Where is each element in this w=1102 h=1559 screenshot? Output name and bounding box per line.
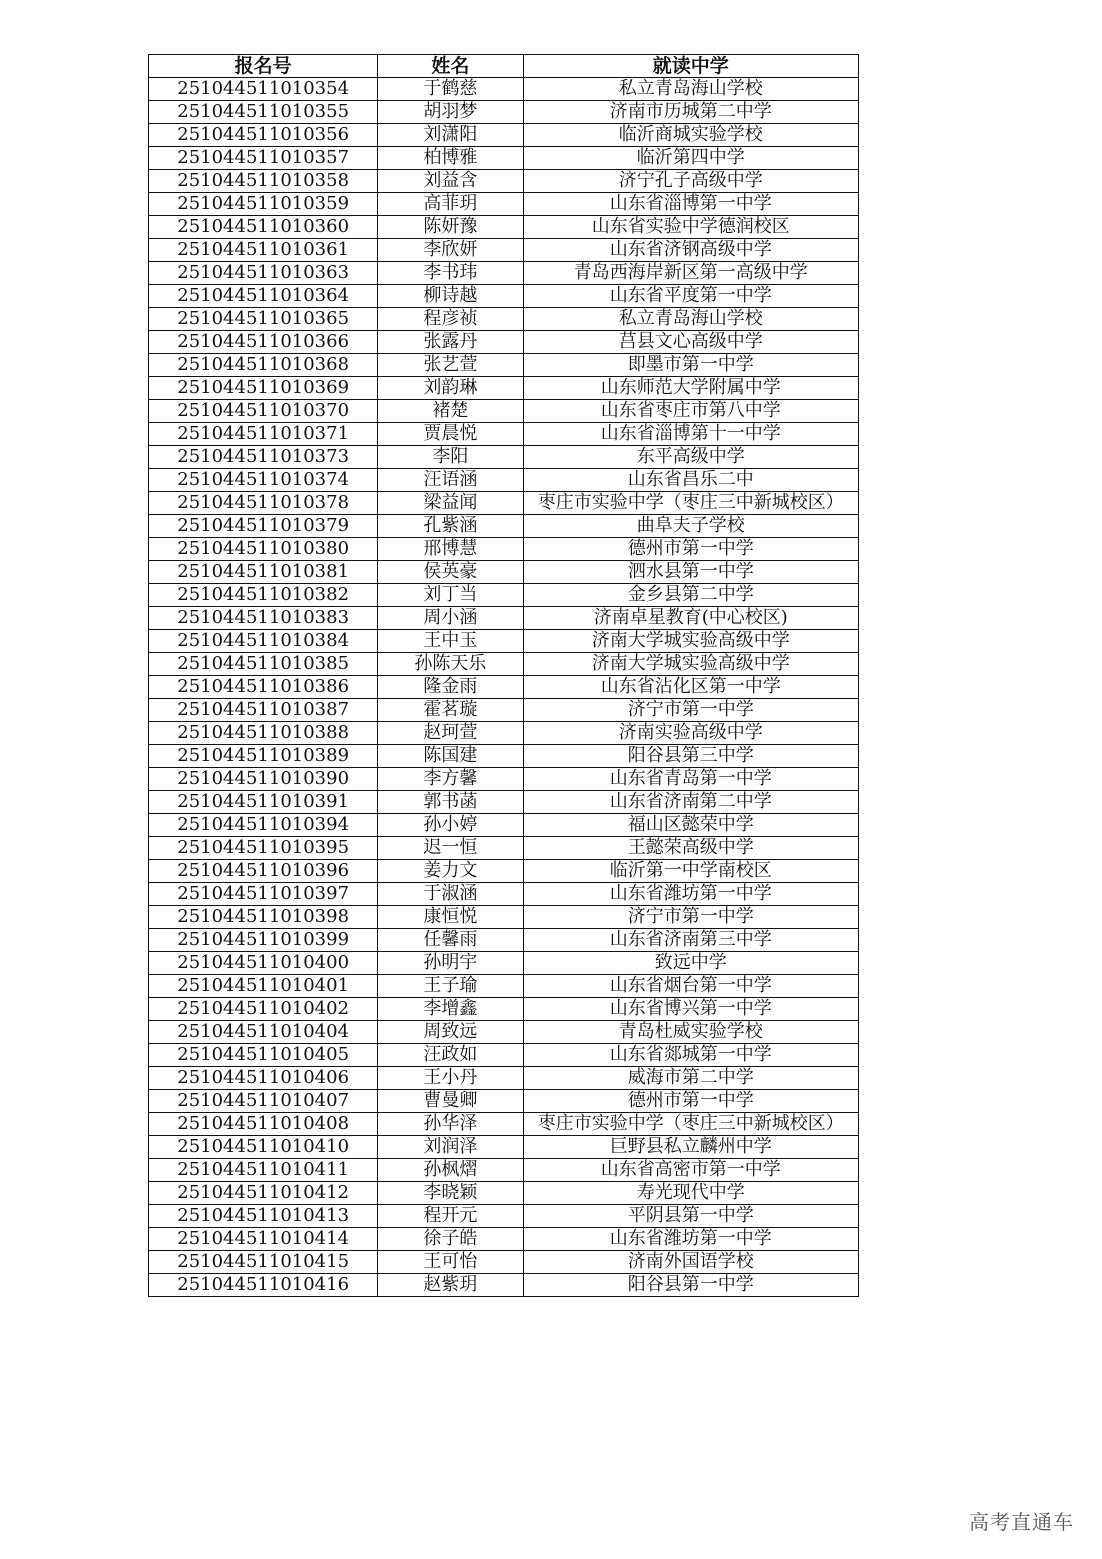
cell-id: 251044511010410 <box>149 1136 378 1159</box>
cell-school: 山东省高密市第一中学 <box>523 1159 858 1182</box>
watermark: 高考直通车 <box>969 1510 1074 1534</box>
table-row <box>149 515 859 538</box>
cell-school: 山东省淄博第十一中学 <box>523 423 858 446</box>
cell-school: 莒县文心高级中学 <box>523 331 858 354</box>
cell-id: 251044511010357 <box>149 147 378 170</box>
cell-school: 王懿荣高级中学 <box>523 837 858 860</box>
cell-id: 251044511010414 <box>149 1228 378 1251</box>
cell-school: 青岛杜威实验学校 <box>523 1021 858 1044</box>
cell-name: 侯英豪 <box>378 561 523 584</box>
cell-school: 山东省潍坊第一中学 <box>523 883 858 906</box>
cell-school: 德州市第一中学 <box>523 538 858 561</box>
table-row <box>149 745 859 768</box>
cell-name: 程彦祯 <box>378 308 523 331</box>
cell-school: 即墨市第一中学 <box>523 354 858 377</box>
cell-id: 251044511010384 <box>149 630 378 653</box>
cell-name: 隆金雨 <box>378 676 523 699</box>
cell-name: 汪政如 <box>378 1044 523 1067</box>
cell-school: 枣庄市实验中学（枣庄三中新城校区） <box>523 492 858 515</box>
cell-name: 李书玮 <box>378 262 523 285</box>
cell-name: 张艺萱 <box>378 354 523 377</box>
cell-name: 王可怡 <box>378 1251 523 1274</box>
table-row <box>149 285 859 308</box>
cell-school: 山东省济南第二中学 <box>523 791 858 814</box>
cell-name: 郭书菡 <box>378 791 523 814</box>
cell-school: 济南实验高级中学 <box>523 722 858 745</box>
table-row <box>149 998 859 1021</box>
table-row <box>149 630 859 653</box>
cell-id: 251044511010385 <box>149 653 378 676</box>
cell-name: 刘丁当 <box>378 584 523 607</box>
cell-name: 刘潇阳 <box>378 124 523 147</box>
table-row <box>149 975 859 998</box>
roster-table <box>148 54 859 1297</box>
cell-name: 孙小婷 <box>378 814 523 837</box>
cell-id: 251044511010413 <box>149 1205 378 1228</box>
cell-name: 柳诗越 <box>378 285 523 308</box>
cell-id: 251044511010388 <box>149 722 378 745</box>
cell-id: 251044511010405 <box>149 1044 378 1067</box>
cell-name: 刘润泽 <box>378 1136 523 1159</box>
cell-name: 赵紫玥 <box>378 1274 523 1297</box>
cell-school: 山东省平度第一中学 <box>523 285 858 308</box>
table-row <box>149 147 859 170</box>
table-row <box>149 1136 859 1159</box>
table-row <box>149 837 859 860</box>
cell-id: 251044511010402 <box>149 998 378 1021</box>
table-row <box>149 354 859 377</box>
cell-name: 李晓颖 <box>378 1182 523 1205</box>
cell-school: 青岛西海岸新区第一高级中学 <box>523 262 858 285</box>
cell-id: 251044511010382 <box>149 584 378 607</box>
cell-school: 山东省潍坊第一中学 <box>523 1228 858 1251</box>
cell-school: 山东省沾化区第一中学 <box>523 676 858 699</box>
table-row <box>149 653 859 676</box>
cell-id: 251044511010355 <box>149 101 378 124</box>
cell-school: 济南大学城实验高级中学 <box>523 630 858 653</box>
table-row <box>149 216 859 239</box>
cell-id: 251044511010381 <box>149 561 378 584</box>
cell-id: 251044511010400 <box>149 952 378 975</box>
cell-school: 济南外国语学校 <box>523 1251 858 1274</box>
cell-school: 济宁市第一中学 <box>523 699 858 722</box>
cell-id: 251044511010386 <box>149 676 378 699</box>
table-row <box>149 1021 859 1044</box>
table-row <box>149 1159 859 1182</box>
table-row <box>149 492 859 515</box>
table-row <box>149 1205 859 1228</box>
cell-id: 251044511010387 <box>149 699 378 722</box>
header-name: 姓名 <box>378 55 523 78</box>
cell-school: 山东省郯城第一中学 <box>523 1044 858 1067</box>
cell-name: 孙华泽 <box>378 1113 523 1136</box>
cell-id: 251044511010411 <box>149 1159 378 1182</box>
table-row <box>149 791 859 814</box>
cell-school: 山东省淄博第一中学 <box>523 193 858 216</box>
cell-name: 孔紫涵 <box>378 515 523 538</box>
header-row <box>149 55 859 78</box>
cell-name: 孙明宇 <box>378 952 523 975</box>
cell-name: 陈妍豫 <box>378 216 523 239</box>
cell-school: 金乡县第二中学 <box>523 584 858 607</box>
cell-id: 251044511010415 <box>149 1251 378 1274</box>
cell-name: 邢博慧 <box>378 538 523 561</box>
table-row <box>149 193 859 216</box>
cell-id: 251044511010378 <box>149 492 378 515</box>
table-row <box>149 929 859 952</box>
cell-name: 李阳 <box>378 446 523 469</box>
table-row <box>149 1067 859 1090</box>
cell-id: 251044511010383 <box>149 607 378 630</box>
cell-id: 251044511010395 <box>149 837 378 860</box>
cell-name: 赵珂萱 <box>378 722 523 745</box>
table-row <box>149 1182 859 1205</box>
roster-body <box>149 78 859 1297</box>
table-row <box>149 124 859 147</box>
table-row <box>149 607 859 630</box>
cell-name: 李欣妍 <box>378 239 523 262</box>
cell-school: 阳谷县第三中学 <box>523 745 858 768</box>
cell-school: 济宁市第一中学 <box>523 906 858 929</box>
cell-school: 山东师范大学附属中学 <box>523 377 858 400</box>
cell-id: 251044511010369 <box>149 377 378 400</box>
table-row <box>149 952 859 975</box>
cell-name: 李方馨 <box>378 768 523 791</box>
cell-school: 致远中学 <box>523 952 858 975</box>
cell-school: 临沂第四中学 <box>523 147 858 170</box>
cell-school: 济南大学城实验高级中学 <box>523 653 858 676</box>
cell-name: 张露丹 <box>378 331 523 354</box>
cell-name: 梁益闻 <box>378 492 523 515</box>
table-row <box>149 1090 859 1113</box>
cell-name: 李增鑫 <box>378 998 523 1021</box>
cell-id: 251044511010373 <box>149 446 378 469</box>
cell-name: 陈国建 <box>378 745 523 768</box>
cell-name: 王子瑜 <box>378 975 523 998</box>
cell-id: 251044511010416 <box>149 1274 378 1297</box>
table-row <box>149 860 859 883</box>
cell-name: 孙枫熠 <box>378 1159 523 1182</box>
cell-name: 刘益含 <box>378 170 523 193</box>
table-row <box>149 170 859 193</box>
table-row <box>149 308 859 331</box>
cell-name: 高菲玥 <box>378 193 523 216</box>
cell-id: 251044511010380 <box>149 538 378 561</box>
cell-name: 周小涵 <box>378 607 523 630</box>
table-row <box>149 1274 859 1297</box>
cell-school: 山东省昌乐二中 <box>523 469 858 492</box>
cell-school: 济南卓星教育(中心校区) <box>523 607 858 630</box>
cell-name: 康恒悦 <box>378 906 523 929</box>
table-row <box>149 1044 859 1067</box>
cell-id: 251044511010379 <box>149 515 378 538</box>
cell-school: 威海市第二中学 <box>523 1067 858 1090</box>
table-row <box>149 1228 859 1251</box>
cell-id: 251044511010399 <box>149 929 378 952</box>
cell-name: 汪语涵 <box>378 469 523 492</box>
cell-name: 任馨雨 <box>378 929 523 952</box>
cell-school: 福山区懿荣中学 <box>523 814 858 837</box>
cell-id: 251044511010390 <box>149 768 378 791</box>
cell-name: 迟一恒 <box>378 837 523 860</box>
cell-id: 251044511010391 <box>149 791 378 814</box>
cell-name: 于淑涵 <box>378 883 523 906</box>
cell-id: 251044511010389 <box>149 745 378 768</box>
cell-id: 251044511010359 <box>149 193 378 216</box>
cell-name: 周致远 <box>378 1021 523 1044</box>
cell-id: 251044511010396 <box>149 860 378 883</box>
cell-school: 曲阜夫子学校 <box>523 515 858 538</box>
cell-id: 251044511010364 <box>149 285 378 308</box>
table-row <box>149 883 859 906</box>
table-row <box>149 423 859 446</box>
table-row <box>149 446 859 469</box>
cell-school: 东平高级中学 <box>523 446 858 469</box>
cell-school: 泗水县第一中学 <box>523 561 858 584</box>
cell-school: 山东省枣庄市第八中学 <box>523 400 858 423</box>
cell-school: 济宁孔子高级中学 <box>523 170 858 193</box>
cell-school: 临沂商城实验学校 <box>523 124 858 147</box>
cell-name: 姜力文 <box>378 860 523 883</box>
cell-name: 王中玉 <box>378 630 523 653</box>
cell-id: 251044511010366 <box>149 331 378 354</box>
cell-name: 徐子皓 <box>378 1228 523 1251</box>
cell-school: 私立青岛海山学校 <box>523 308 858 331</box>
table-row <box>149 239 859 262</box>
cell-school: 阳谷县第一中学 <box>523 1274 858 1297</box>
cell-school: 平阴县第一中学 <box>523 1205 858 1228</box>
cell-id: 251044511010360 <box>149 216 378 239</box>
cell-id: 251044511010412 <box>149 1182 378 1205</box>
cell-id: 251044511010358 <box>149 170 378 193</box>
cell-id: 251044511010397 <box>149 883 378 906</box>
cell-name: 孙陈天乐 <box>378 653 523 676</box>
cell-school: 寿光现代中学 <box>523 1182 858 1205</box>
table-row <box>149 101 859 124</box>
cell-school: 临沂第一中学南校区 <box>523 860 858 883</box>
cell-id: 251044511010365 <box>149 308 378 331</box>
cell-name: 胡羽梦 <box>378 101 523 124</box>
cell-name: 柏博雅 <box>378 147 523 170</box>
cell-id: 251044511010374 <box>149 469 378 492</box>
header-id: 报名号 <box>149 55 378 78</box>
table-row <box>149 584 859 607</box>
table-row <box>149 469 859 492</box>
header-school: 就读中学 <box>523 55 858 78</box>
cell-name: 霍茗璇 <box>378 699 523 722</box>
cell-school: 山东省济南第三中学 <box>523 929 858 952</box>
cell-id: 251044511010404 <box>149 1021 378 1044</box>
cell-school: 山东省实验中学德润校区 <box>523 216 858 239</box>
table-row <box>149 538 859 561</box>
cell-id: 251044511010354 <box>149 78 378 101</box>
cell-school: 山东省青岛第一中学 <box>523 768 858 791</box>
table-row <box>149 1251 859 1274</box>
cell-id: 251044511010370 <box>149 400 378 423</box>
table-row <box>149 676 859 699</box>
cell-id: 251044511010368 <box>149 354 378 377</box>
cell-name: 贾晨悦 <box>378 423 523 446</box>
table-row <box>149 78 859 101</box>
table-row <box>149 906 859 929</box>
table-row <box>149 1113 859 1136</box>
table-row <box>149 377 859 400</box>
cell-id: 251044511010394 <box>149 814 378 837</box>
table-row <box>149 699 859 722</box>
table-row <box>149 262 859 285</box>
cell-id: 251044511010361 <box>149 239 378 262</box>
table-row <box>149 814 859 837</box>
cell-id: 251044511010356 <box>149 124 378 147</box>
cell-id: 251044511010363 <box>149 262 378 285</box>
table-row <box>149 722 859 745</box>
cell-school: 山东省博兴第一中学 <box>523 998 858 1021</box>
cell-name: 王小丹 <box>378 1067 523 1090</box>
cell-id: 251044511010408 <box>149 1113 378 1136</box>
table-row <box>149 400 859 423</box>
cell-id: 251044511010401 <box>149 975 378 998</box>
cell-name: 程开元 <box>378 1205 523 1228</box>
cell-school: 山东省烟台第一中学 <box>523 975 858 998</box>
cell-school: 私立青岛海山学校 <box>523 78 858 101</box>
roster-sheet <box>148 54 859 1297</box>
cell-id: 251044511010407 <box>149 1090 378 1113</box>
table-row <box>149 768 859 791</box>
cell-name: 刘韵琳 <box>378 377 523 400</box>
cell-name: 于鹤慈 <box>378 78 523 101</box>
cell-school: 枣庄市实验中学（枣庄三中新城校区） <box>523 1113 858 1136</box>
table-row <box>149 331 859 354</box>
cell-school: 德州市第一中学 <box>523 1090 858 1113</box>
cell-school: 济南市历城第二中学 <box>523 101 858 124</box>
table-row <box>149 561 859 584</box>
cell-school: 巨野县私立麟州中学 <box>523 1136 858 1159</box>
cell-id: 251044511010406 <box>149 1067 378 1090</box>
cell-name: 褚楚 <box>378 400 523 423</box>
cell-school: 山东省济钢高级中学 <box>523 239 858 262</box>
cell-id: 251044511010398 <box>149 906 378 929</box>
cell-id: 251044511010371 <box>149 423 378 446</box>
cell-name: 曹曼卿 <box>378 1090 523 1113</box>
